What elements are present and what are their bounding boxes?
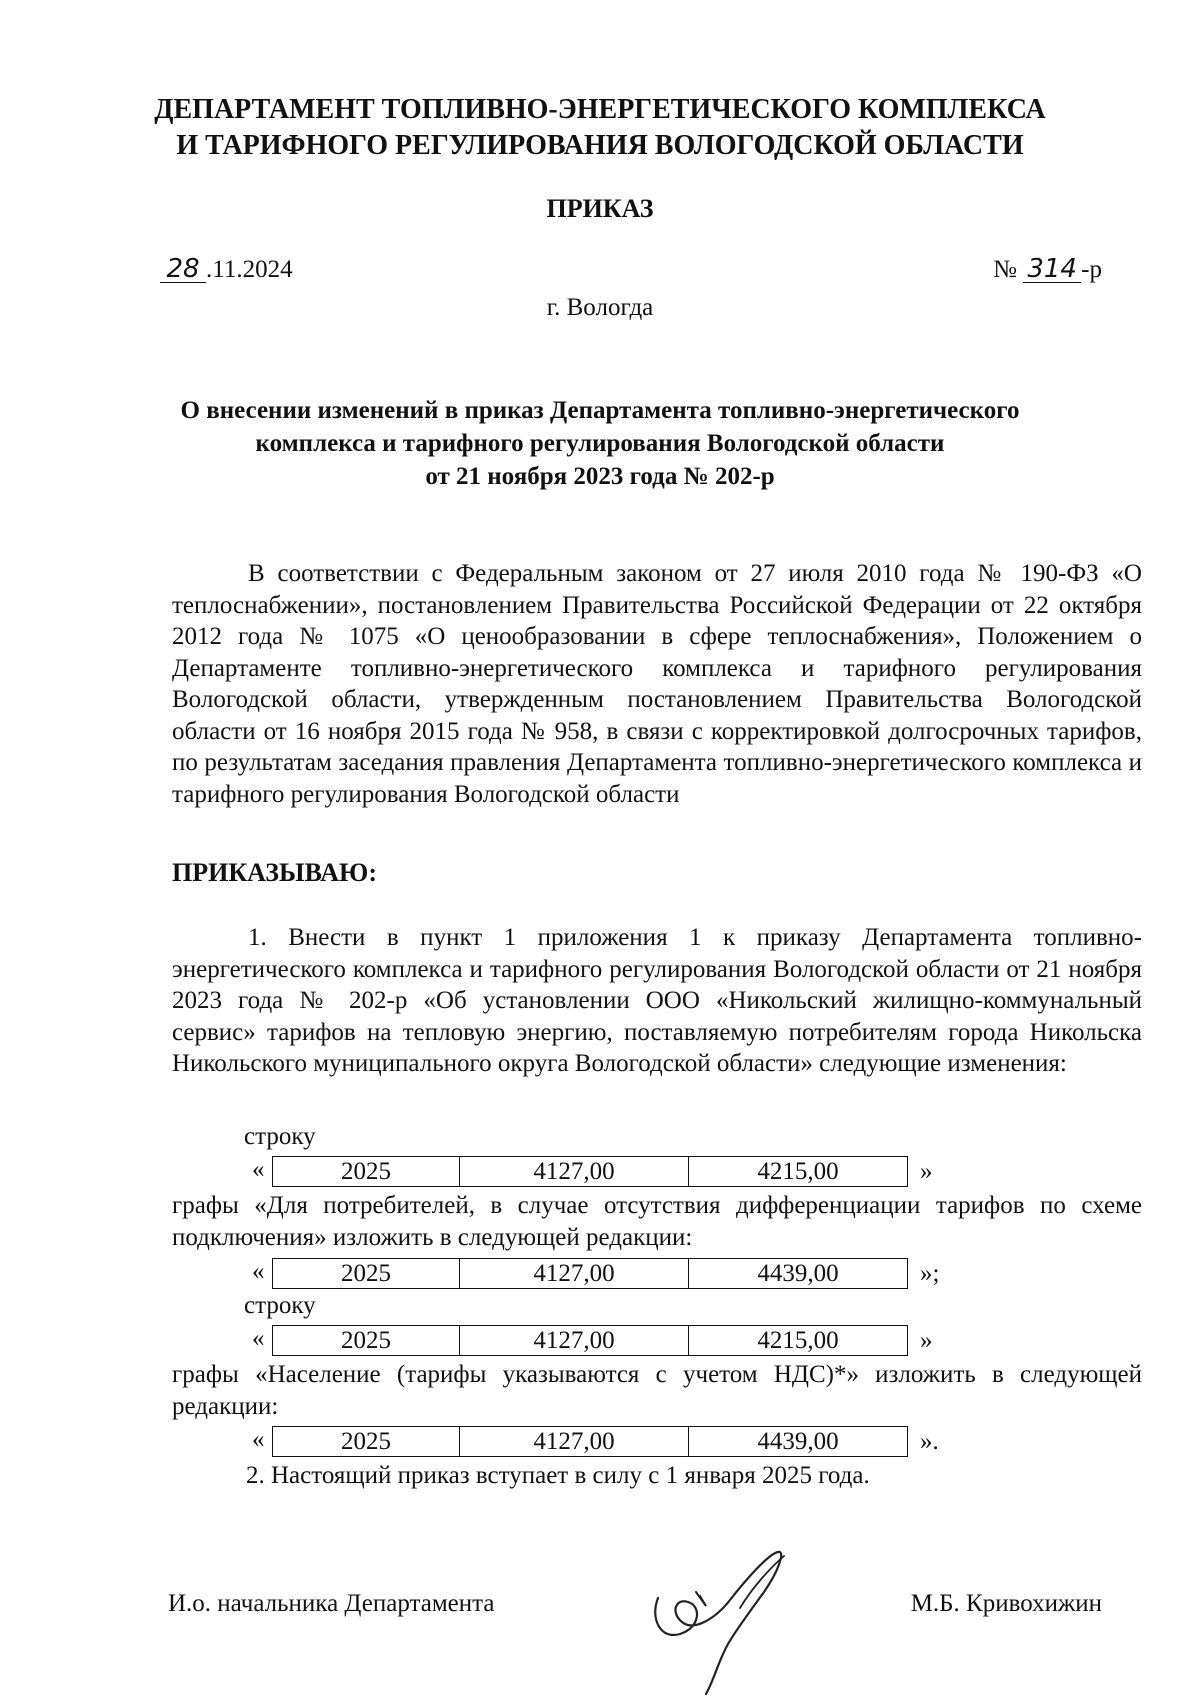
cell-value-2: 4439,00 bbox=[689, 1427, 908, 1457]
quote-close-3: » bbox=[920, 1327, 933, 1354]
table-row bbox=[273, 1259, 908, 1289]
header-line-2: И ТАРИФНОГО РЕГУЛИРОВАНИЯ ВОЛОГОДСКОЙ ОБЛАСТИ bbox=[176, 130, 1024, 161]
cell-value-2: 4439,00 bbox=[689, 1259, 908, 1289]
tariff-row-table-3 bbox=[272, 1325, 908, 1356]
cell-value-1: 4127,00 bbox=[460, 1259, 689, 1289]
cell-year: 2025 bbox=[273, 1427, 460, 1457]
subject-line-2: комплекса и тарифного регулирования Вологодской области bbox=[255, 430, 945, 457]
quote-close-1: » bbox=[920, 1158, 933, 1185]
table-row bbox=[273, 1326, 908, 1356]
cell-year: 2025 bbox=[273, 1259, 460, 1289]
city: г. Вологда bbox=[546, 294, 654, 321]
cell-value-2: 4215,00 bbox=[689, 1157, 908, 1187]
department-header bbox=[0, 92, 1200, 164]
order-date bbox=[160, 256, 293, 284]
quote-close-4: ». bbox=[920, 1428, 939, 1455]
handwritten-number: 314 bbox=[1023, 256, 1081, 283]
subject-line-1: О внесении изменений в приказ Департамента топливно-энергетического bbox=[180, 397, 1020, 424]
handwritten-signature-icon bbox=[640, 1548, 820, 1696]
signatory-name: М.Б. Кривохижин bbox=[910, 1590, 1102, 1617]
date-rest: .11.2024 bbox=[206, 256, 293, 283]
table-row bbox=[273, 1157, 908, 1187]
order-word: ПРИКАЗЫВАЮ: bbox=[172, 858, 377, 887]
cell-value-1: 4127,00 bbox=[460, 1326, 689, 1356]
item-2-paragraph: 2. Настоящий приказ вступает в силу с 1 января 2025 года. bbox=[246, 1462, 870, 1489]
doc-type-title: ПРИКАЗ bbox=[546, 194, 654, 223]
quote-close-2: »; bbox=[920, 1260, 940, 1287]
cell-year: 2025 bbox=[273, 1157, 460, 1187]
number-prefix: № bbox=[993, 256, 1024, 283]
cell-value-1: 4127,00 bbox=[460, 1427, 689, 1457]
subject-line-3: от 21 ноября 2023 года № 202-р bbox=[425, 463, 775, 490]
handwritten-day: 28 bbox=[160, 256, 206, 283]
signatory-position: И.о. начальника Департамента bbox=[168, 1590, 495, 1617]
order-subject bbox=[0, 394, 1200, 493]
preamble-paragraph: В соответствии с Федеральным законом от 27 июля 2010 года № 190-ФЗ «О теплоснабжении», постановлением Правительства Российской Федерации от 22 октября 2012 года № 1075 «О ценообразовании в сфере теплоснабжения», Положением о Департаменте топливно-энергетического комплекса и тарифного регулирования Вологодской области, утвержденным постановлением Правительства Вологодской области от 16 ноября 2015 года № 958, в связи с корректировкой долгосрочных тарифов, по результатам заседания правления Департамента топливно-энергетического комплекса и тарифного регулирования Вологодской области bbox=[172, 560, 1142, 808]
label-row-1: строку bbox=[244, 1123, 316, 1150]
quote-open-2: « bbox=[252, 1258, 265, 1285]
graph-2-paragraph: графы «Население (тарифы указываются с учетом НДС)*» изложить в следующей редакции: bbox=[172, 1361, 1142, 1420]
quote-open-1: « bbox=[252, 1156, 265, 1183]
label-row-2: строку bbox=[244, 1292, 316, 1319]
tariff-row-table-2 bbox=[272, 1258, 908, 1289]
item-1-paragraph: 1. Внести в пункт 1 приложения 1 к приказу Департамента топливно-энергетического комплекса и тарифного регулирования Вологодской области от 21 ноября 2023 года № 202-р «Об установлении ООО «Никольский жилищно-коммунальный сервис» тарифов на тепловую энергию, поставляемую потребителям города Никольска Никольского муниципального округа Вологодской области» следующие изменения: bbox=[172, 924, 1142, 1077]
cell-value-2: 4215,00 bbox=[689, 1326, 908, 1356]
quote-open-4: « bbox=[252, 1426, 265, 1453]
tariff-row-table-1 bbox=[272, 1156, 908, 1187]
header-line-1: ДЕПАРТАМЕНТ ТОПЛИВНО-ЭНЕРГЕТИЧЕСКОГО КОМПЛЕКСА bbox=[154, 94, 1046, 125]
cell-value-1: 4127,00 bbox=[460, 1157, 689, 1187]
graph-1-paragraph: графы «Для потребителей, в случае отсутствия дифференциации тарифов по схеме подключения» изложить в следующей редакции: bbox=[172, 1192, 1142, 1251]
cell-year: 2025 bbox=[273, 1326, 460, 1356]
quote-open-3: « bbox=[252, 1325, 265, 1352]
table-row bbox=[273, 1427, 908, 1457]
order-number bbox=[993, 256, 1102, 284]
tariff-row-table-4 bbox=[272, 1426, 908, 1457]
number-suffix: -р bbox=[1081, 256, 1102, 283]
